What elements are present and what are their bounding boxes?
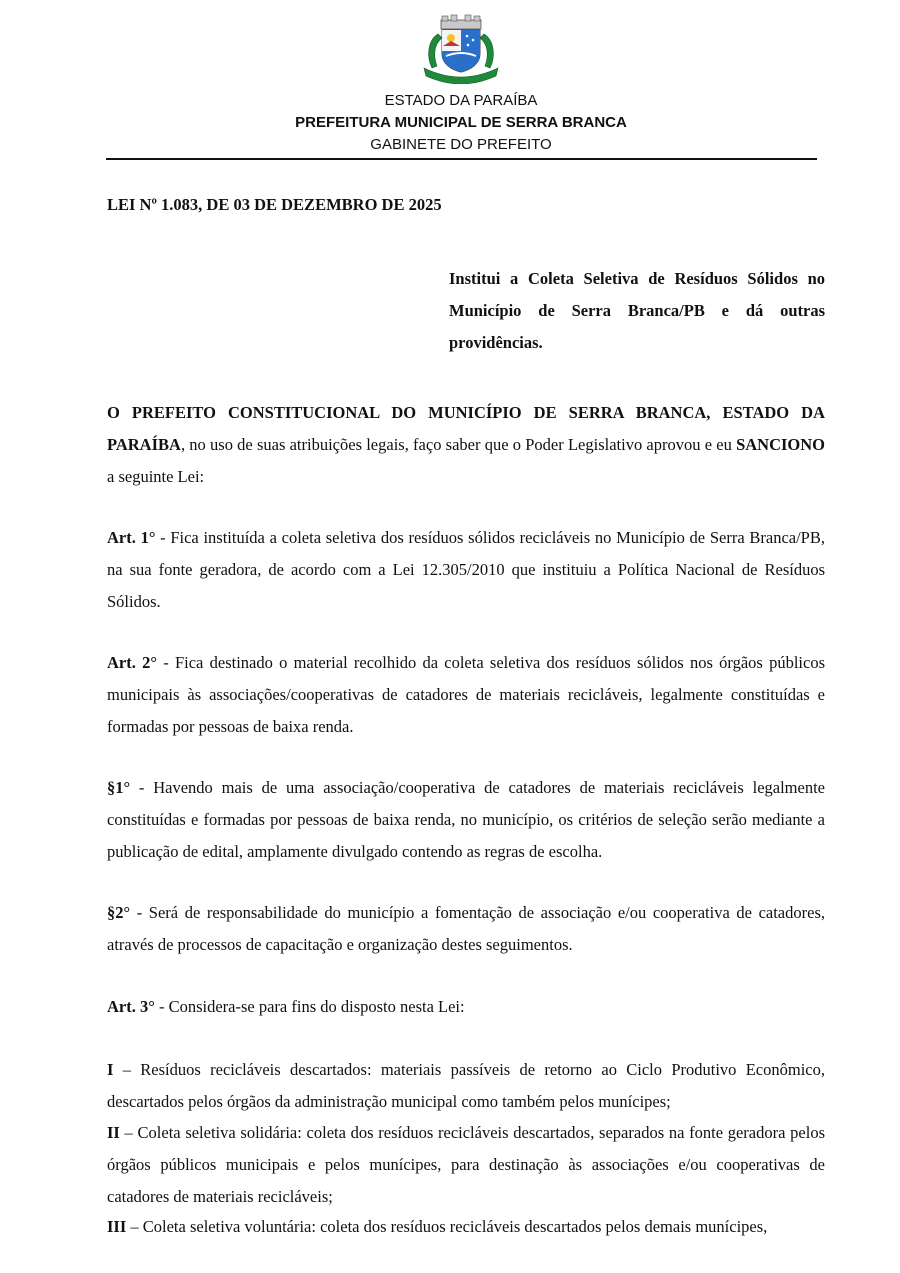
header-divider <box>106 158 817 160</box>
item-i <box>107 1054 825 1118</box>
law-ementa: Institui a Coleta Seletiva de Resíduos Sólidos no Município de Serra Branca/PB e dá outras providências. <box>449 269 825 352</box>
article-text: - Fica instituída a coleta seletiva dos resíduos sólidos recicláveis no Município de Serra Branca/PB, na sua fonte geradora, de acordo com a Lei 12.305/2010 que instituiu a Política Nacional de Resíduos Sólidos. <box>107 528 825 611</box>
paragraph-1 <box>107 772 825 868</box>
municipal-crest-emblem <box>418 14 504 84</box>
article-2 <box>107 647 825 743</box>
item-text: – Resíduos recicláveis descartados: materiais passíveis de retorno ao Ciclo Produtivo Econômico, descartados pelos órgãos da administração municipal como também pelos munícipes; <box>107 1060 825 1111</box>
item-iii <box>107 1211 825 1243</box>
article-text: - Considera-se para fins do disposto nesta Lei: <box>154 997 465 1016</box>
article-text: - Fica destinado o material recolhido da coleta seletiva dos resíduos sólidos nos órgãos públicos municipais às associações/cooperativas de catadores de materiais recicláveis, legalmente constituídas e formadas por pessoas de baixa renda. <box>107 653 825 736</box>
paragraph-text: - Será de responsabilidade do município a fomentação de associação e/ou cooperativa de catadores, através de processos de capacitação e organização destes seguimentos. <box>107 903 825 954</box>
paragraph-2 <box>107 897 825 961</box>
item-text: – Coleta seletiva solidária: coleta dos resíduos recicláveis descartados, separados na fonte geradora pelos órgãos públicos municipais e pelos munícipes, para destinação às associações e/ou cooperativas de catadores de materiais recicláveis; <box>107 1123 825 1206</box>
preamble-sanciono: SANCIONO <box>736 435 825 454</box>
paragraph-label: §2° <box>107 903 131 922</box>
article-3 <box>107 991 825 1023</box>
office-name: GABINETE DO PREFEITO <box>370 136 552 153</box>
item-ii <box>107 1117 825 1213</box>
preamble-text-end: a seguinte Lei: <box>107 467 205 486</box>
article-label: Art. 1° <box>107 528 156 547</box>
item-label: III <box>107 1217 127 1236</box>
item-label: I <box>107 1060 114 1079</box>
paragraph-label: §1° <box>107 778 131 797</box>
article-label: Art. 2° <box>107 653 157 672</box>
preamble-text: , no uso de suas atribuições legais, faço saber que o Poder Legislativo aprovou e eu <box>180 435 737 454</box>
item-label: II <box>107 1123 120 1142</box>
prefeitura-name: PREFEITURA MUNICIPAL DE SERRA BRANCA <box>295 114 627 131</box>
item-text: – Coleta seletiva voluntária: coleta dos resíduos recicláveis descartados pelos demais munícipes, <box>126 1217 768 1236</box>
law-title: LEI Nº 1.083, DE 03 DE DEZEMBRO DE 2025 <box>107 195 442 214</box>
paragraph-text: - Havendo mais de uma associação/cooperativa de catadores de materiais recicláveis legalmente constituídas e formadas por pessoas de baixa renda, no município, os critérios de seleção serão mediante a publicação de edital, amplamente divulgado contendo as regras de escolha. <box>107 778 825 861</box>
state-name: ESTADO DA PARAÍBA <box>384 92 538 109</box>
article-label: Art. 3° <box>107 997 155 1016</box>
preamble <box>107 397 825 493</box>
preamble-authority: O PREFEITO CONSTITUCIONAL DO MUNICÍPIO DE SERRA BRANCA, ESTADO DA PARAÍBA <box>107 403 825 454</box>
article-1 <box>107 522 825 618</box>
